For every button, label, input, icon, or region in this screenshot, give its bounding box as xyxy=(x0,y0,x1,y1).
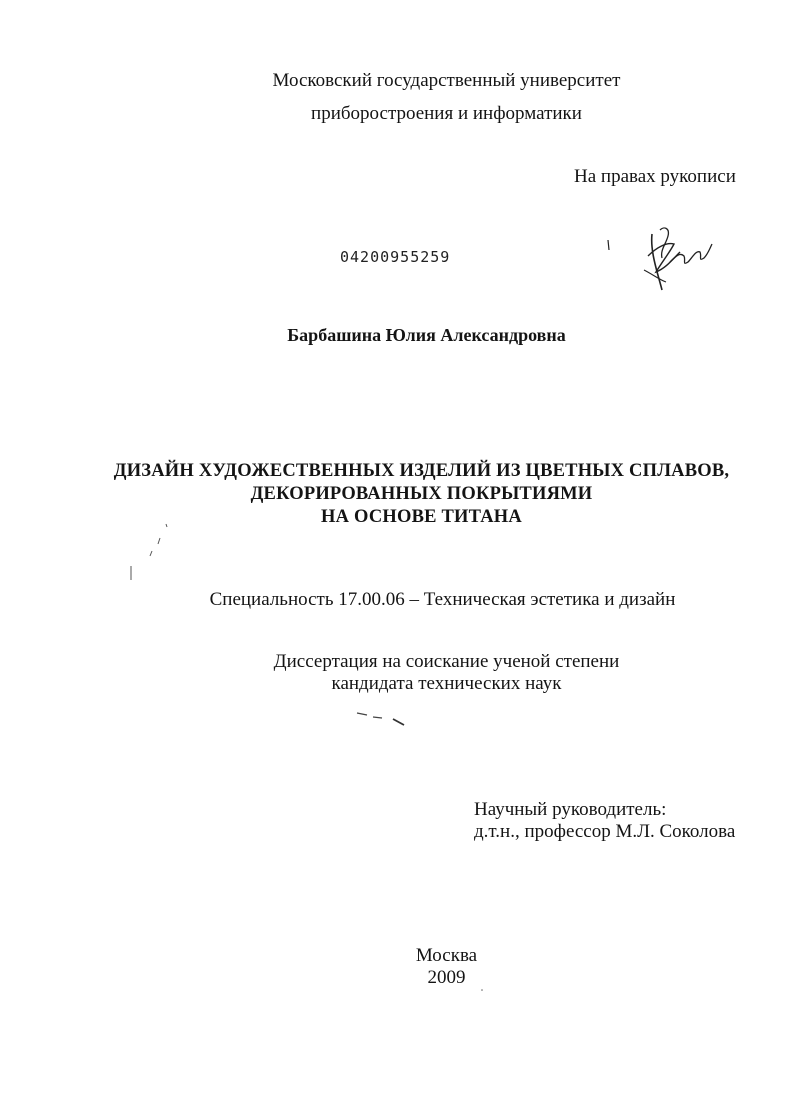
dissertation-degree-line1: Диссертация на соискание ученой степени xyxy=(273,651,620,672)
title-line1: ДИЗАЙН ХУДОЖЕСТВЕННЫХ ИЗДЕЛИЙ ИЗ ЦВЕТНЫХ СПЛАВОВ, xyxy=(113,461,730,481)
manuscript-note: На правах рукописи xyxy=(574,166,736,187)
author-name: Барбашина Юлия Александровна xyxy=(287,325,566,345)
supervisor-label: Научный руководитель: xyxy=(474,799,667,820)
specialty: Специальность 17.00.06 – Техническая эстетика и дизайн xyxy=(209,589,676,610)
city: Москва xyxy=(415,945,478,966)
year: 2009 xyxy=(427,967,466,988)
supervisor-name: д.т.н., профессор М.Л. Соколова xyxy=(474,821,736,842)
university-name-line2: приборостроения и информатики xyxy=(311,103,582,124)
handwritten-signature xyxy=(600,222,720,294)
dissertation-degree-line2: кандидата технических наук xyxy=(331,673,562,694)
archive-code: 04200955259 xyxy=(340,248,451,266)
university-name-line1: Московский государственный университет xyxy=(272,70,621,91)
title-line3: НА ОСНОВЕ ТИТАНА xyxy=(321,507,522,527)
title-line2: ДЕКОРИРОВАННЫХ ПОКРЫТИЯМИ xyxy=(250,484,593,504)
dissertation-title xyxy=(0,460,793,529)
